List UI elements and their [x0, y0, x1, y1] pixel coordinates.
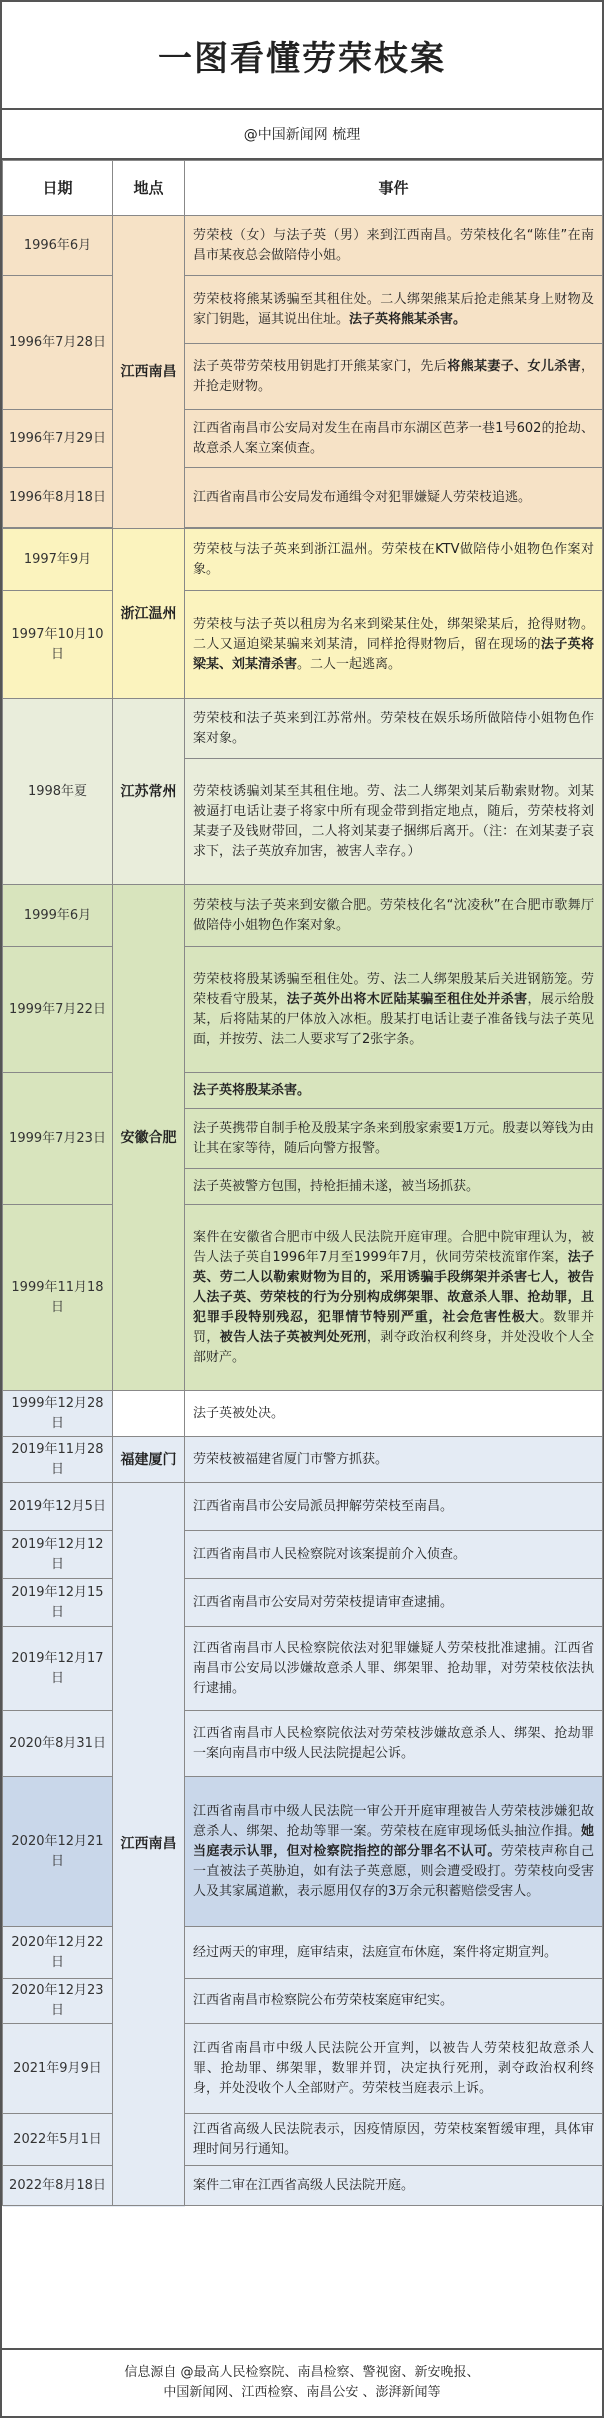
row-date: 1999年7月22日 — [3, 947, 113, 1073]
row-event: 案件二审在江西省高级人民法院开庭。 — [185, 2166, 603, 2206]
table-row — [3, 468, 603, 528]
table-row — [3, 216, 603, 276]
location-cell: 福建厦门 — [113, 1437, 185, 1483]
row-event: 江西省南昌市检察院公布劳荣枝案庭审纪实。 — [185, 1979, 603, 2024]
row-event: 劳荣枝和法子英来到江苏常州。劳荣枝在娱乐场所做陪侍小姐物色作案对象。 — [185, 699, 603, 759]
table-row — [3, 410, 603, 468]
timeline-table — [2, 160, 603, 2206]
row-event: 江西省南昌市中级人民法院公开宣判，以被告人劳荣枝犯故意杀人罪、抢劫罪、绑架罪，数罪并罚，决定执行死刑，剥夺政治权利终身，并处没收个人全部财产。劳荣枝当庭表示上诉。 — [185, 2024, 603, 2114]
location-cell — [113, 1391, 185, 1437]
row-date: 2019年12月17日 — [3, 1627, 113, 1711]
row-date: 2022年5月1日 — [3, 2114, 113, 2166]
location-cell: 江苏常州 — [113, 699, 185, 885]
table-row — [3, 276, 603, 344]
row-event: 江西省南昌市公安局派员押解劳荣枝至南昌。 — [185, 1483, 603, 1531]
row-event: 江西省南昌市公安局对劳荣枝提请审查逮捕。 — [185, 1579, 603, 1627]
table-row — [3, 2166, 603, 2206]
row-event: 劳荣枝与法子英来到浙江温州。劳荣枝在KTV做陪侍小姐物色作案对象。 — [185, 529, 603, 591]
row-date: 1999年11月18日 — [3, 1205, 113, 1391]
header-location: 地点 — [113, 161, 185, 216]
row-event: 江西省高级人民法院表示，因疫情原因，劳荣枝案暂缓审理，具体审理时间另行通知。 — [185, 2114, 603, 2166]
table-row — [3, 1531, 603, 1579]
row-event: 案件在安徽省合肥市中级人民法院开庭审理。合肥中院审理认为，被告人法子英自1996年7月至1999年7月，伙同劳荣枝流窜作案，法子英、劳二人以勒索财物为目的，采用诱骗手段绑架并杀害七人，被告人法子英、劳荣枝的行为分别构成绑架罪、故意杀人罪、抢劫罪，且犯罪手段特别残忍，犯罪情节特别严重，社会危害性极大。数罪并罚，被告人法子英被判处死刑，剥夺政治权利终身，并处没收个人全部财产。 — [185, 1205, 603, 1391]
row-event: 劳荣枝诱骗刘某至其租住地。劳、法二人绑架刘某后勒索财物。刘某被逼打电话让妻子将家中所有现金带到指定地点，随后，劳荣枝将刘某妻子及钱财带回，二人将刘某妻子捆绑后离开。（注：在刘某妻子哀求下，法子英放弃加害，被害人幸存。） — [185, 759, 603, 885]
row-event: 法子英带劳荣枝用钥匙打开熊某家门，先后将熊某妻子、女儿杀害，并抢走财物。 — [185, 344, 603, 410]
row-event: 江西省南昌市人民检察院对该案提前介入侦查。 — [185, 1531, 603, 1579]
row-date: 2019年11月28日 — [3, 1437, 113, 1483]
location-cell: 江西南昌 — [113, 216, 185, 529]
row-event: 江西省南昌市中级人民法院一审公开开庭审理被告人劳荣枝涉嫌犯故意杀人、绑架、抢劫等罪一案。劳荣枝在庭审现场低头抽泣作揖。她当庭表示认罪，但对检察院指控的部分罪名不认可。劳荣枝声称自己一直被法子英胁迫，如有法子英意愿，则会遭受殴打。劳荣枝向受害人及其家属道歉，表示愿用仅存的3万余元积蓄赔偿受害人。 — [185, 1777, 603, 1927]
row-event: 劳荣枝将熊某诱骗至其租住处。二人绑架熊某后抢走熊某身上财物及家门钥匙，逼其说出住址。法子英将熊某杀害。 — [185, 276, 603, 344]
row-event: 江西省南昌市人民检察院依法对犯罪嫌疑人劳荣枝批准逮捕。江西省南昌市公安局以涉嫌故意杀人罪、绑架罪、抢劫罪，对劳荣枝依法执行逮捕。 — [185, 1627, 603, 1711]
table-row — [3, 1205, 603, 1391]
table-row — [3, 1073, 603, 1109]
table-row — [3, 1927, 603, 1979]
row-date: 2020年8月31日 — [3, 1711, 113, 1777]
row-event: 劳荣枝与法子英来到安徽合肥。劳荣枝化名“沈凌秋”在合肥市歌舞厅做陪侍小姐物色作案对象。 — [185, 885, 603, 947]
row-date: 2019年12月15日 — [3, 1579, 113, 1627]
location-cell: 江西南昌 — [113, 1483, 185, 2206]
header-event: 事件 — [185, 161, 603, 216]
table-row-spacer — [3, 2206, 603, 2207]
row-event: 法子英被处决。 — [185, 1391, 603, 1437]
row-date: 1996年7月29日 — [3, 410, 113, 468]
row-event: 劳荣枝将殷某诱骗至租住处。劳、法二人绑架殷某后关进钢筋笼。劳荣枝看守殷某，法子英外出将木匠陆某骗至租住处并杀害，展示给殷某，后将陆某的尸体放入冰柜。殷某打电话让妻子准备钱与法子英见面，并按劳、法二人要求写了2张字条。 — [185, 947, 603, 1073]
row-event: 江西省南昌市公安局对发生在南昌市东湖区芭茅一巷1号602的抢劫、故意杀人案立案侦查。 — [185, 410, 603, 468]
row-date: 2019年12月12日 — [3, 1531, 113, 1579]
row-date: 1997年10月10日 — [3, 591, 113, 699]
row-date: 1999年12月28日 — [3, 1391, 113, 1437]
table-row — [3, 2024, 603, 2114]
row-date: 1996年7月28日 — [3, 276, 113, 410]
table-row — [3, 1391, 603, 1437]
row-event: 劳荣枝被福建省厦门市警方抓获。 — [185, 1437, 603, 1483]
source-credit: @中国新闻网 梳理 — [2, 110, 602, 160]
row-date: 2021年9月9日 — [3, 2024, 113, 2114]
row-event: 劳荣枝（女）与法子英（男）来到江西南昌。劳荣枝化名“陈佳”在南昌市某夜总会做陪侍小姐。 — [185, 216, 603, 276]
table-row — [3, 1979, 603, 2024]
page-title: 一图看懂劳荣枝案 — [2, 2, 602, 110]
location-cell: 安徽合肥 — [113, 885, 185, 1391]
table-row — [3, 1711, 603, 1777]
row-date: 2019年12月5日 — [3, 1483, 113, 1531]
table-header-row — [3, 161, 603, 216]
table-row — [3, 591, 603, 699]
row-date: 2020年12月23日 — [3, 1979, 113, 2024]
row-date: 2020年12月21日 — [3, 1777, 113, 1927]
footer-line: 中国新闻网、江西检察、南昌公安 、澎湃新闻等 — [163, 2385, 441, 2400]
row-date: 1996年6月 — [3, 216, 113, 276]
location-cell: 浙江温州 — [113, 529, 185, 699]
header-date: 日期 — [3, 161, 113, 216]
table-row — [3, 1777, 603, 1927]
row-date: 1997年9月 — [3, 529, 113, 591]
row-event: 江西省南昌市人民检察院依法对劳荣枝涉嫌故意杀人、绑架、抢劫罪一案向南昌市中级人民法院提起公诉。 — [185, 1711, 603, 1777]
row-event: 经过两天的审理，庭审结束，法庭宣布休庭，案件将定期宣判。 — [185, 1927, 603, 1979]
row-date: 1996年8月18日 — [3, 468, 113, 528]
table-row — [3, 1437, 603, 1483]
table-row — [3, 947, 603, 1073]
row-event: 江西省南昌市公安局发布通缉令对犯罪嫌疑人劳荣枝追逃。 — [185, 468, 603, 528]
footer-line: 信息源自 @最高人民检察院、南昌检察、警视窗、新安晚报、 — [124, 2365, 480, 2380]
footer-sources — [2, 2348, 602, 2416]
row-event: 劳荣枝与法子英以租房为名来到梁某住处，绑架梁某后，抢得财物。二人又逼迫梁某骗来刘某清，同样抢得财物后，留在现场的法子英将梁某、刘某清杀害。二人一起逃离。 — [185, 591, 603, 699]
row-event: 法子英将殷某杀害。 — [185, 1073, 603, 1109]
row-date: 1998年夏 — [3, 699, 113, 885]
table-row — [3, 699, 603, 759]
table-row — [3, 885, 603, 947]
row-date: 1999年7月23日 — [3, 1073, 113, 1205]
table-row — [3, 2114, 603, 2166]
row-event: 法子英被警方包围，持枪拒捕未遂，被当场抓获。 — [185, 1169, 603, 1205]
table-row — [3, 1627, 603, 1711]
table-row — [3, 1483, 603, 1531]
row-date: 2022年8月18日 — [3, 2166, 113, 2206]
table-row — [3, 529, 603, 591]
row-date: 2020年12月22日 — [3, 1927, 113, 1979]
table-row — [3, 1579, 603, 1627]
row-date: 1999年6月 — [3, 885, 113, 947]
row-event: 法子英携带自制手枪及殷某字条来到殷家索要1万元。殷妻以筹钱为由让其在家等待，随后向警方报警。 — [185, 1109, 603, 1169]
